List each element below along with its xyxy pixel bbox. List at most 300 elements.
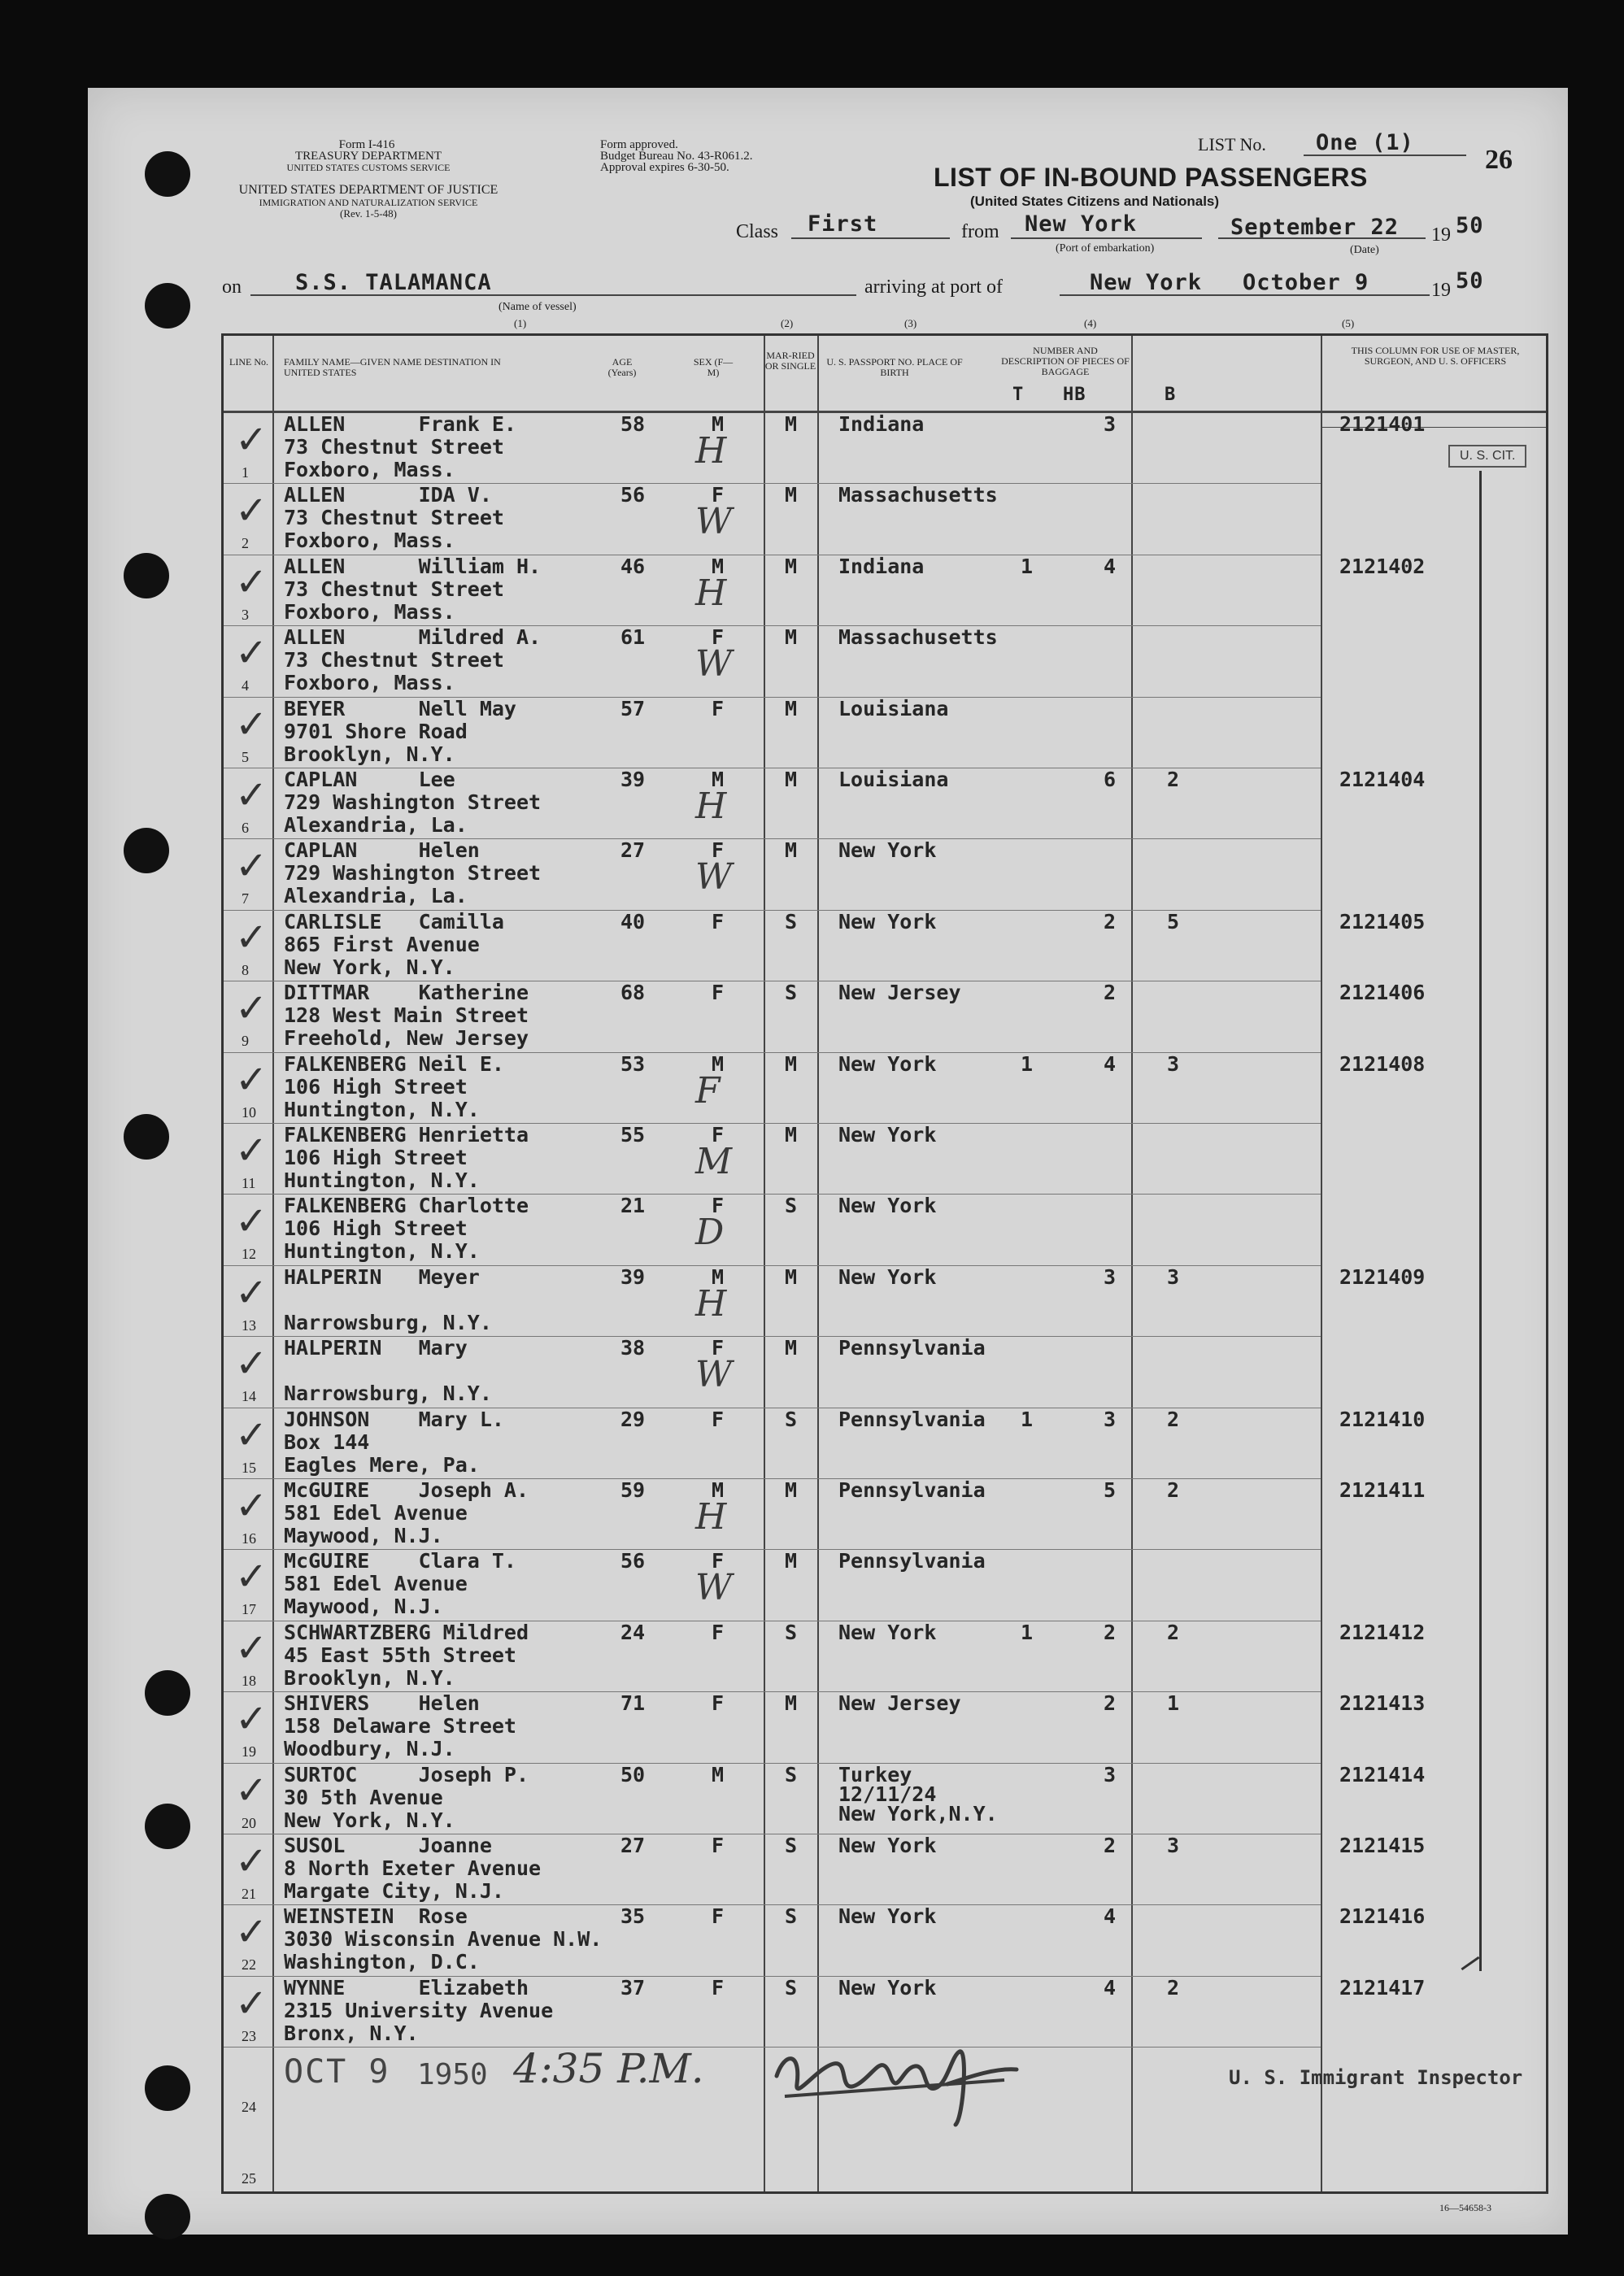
passenger-name: FALKENBERG Henrietta <box>284 1123 529 1147</box>
place-of-birth: Pennsylvania <box>838 1407 986 1431</box>
passport-number: 2121401 <box>1339 412 1426 436</box>
sex: F <box>712 1549 725 1573</box>
address-street: 106 High Street <box>284 1146 468 1169</box>
col-divider <box>764 336 765 2191</box>
form-approved: Form approved. <box>600 138 678 151</box>
arrival-year: 50 <box>1456 268 1484 294</box>
col-header-bag-hb: HB <box>1063 385 1086 405</box>
check-mark-icon: ✓ <box>235 1269 268 1316</box>
marital-status: M <box>785 483 798 507</box>
baggage-hand: 2 <box>1104 1834 1117 1857</box>
passenger-name: FALKENBERG Charlotte <box>284 1194 529 1218</box>
sex: M <box>712 1762 725 1786</box>
punch-hole <box>145 1804 190 1849</box>
punch-hole <box>145 2065 190 2111</box>
list-number-value: One (1) <box>1316 130 1414 155</box>
ins-service: IMMIGRATION AND NATURALIZATION SERVICE <box>259 197 478 208</box>
marital-status: M <box>785 838 798 863</box>
age: 21 <box>620 1194 646 1218</box>
passport-number: 2121410 <box>1339 1407 1426 1431</box>
address-street: 8 North Exeter Avenue <box>284 1856 542 1880</box>
place-of-birth: New Jersey <box>838 1691 961 1716</box>
vessel-line <box>250 294 856 296</box>
marital-status: S <box>785 1407 798 1431</box>
passport-number: 2121417 <box>1339 1975 1426 2000</box>
check-mark-icon: ✓ <box>235 914 268 960</box>
sex: F <box>712 1691 725 1716</box>
check-mark-icon: ✓ <box>235 1625 268 1671</box>
col-number-5: (5) <box>1342 317 1355 329</box>
passport-number: 2121416 <box>1339 1904 1426 1929</box>
place-of-birth: Indiana <box>838 554 925 578</box>
passenger-name: ALLEN Mildred A. <box>284 625 542 650</box>
handwritten-mark: W <box>695 501 733 543</box>
address-street: 128 West Main Street <box>284 1003 529 1028</box>
age: 40 <box>620 909 646 933</box>
address-street: 729 Washington Street <box>284 790 542 814</box>
passport-number: 2121411 <box>1339 1478 1426 1502</box>
age: 57 <box>620 696 646 720</box>
check-mark-icon: ✓ <box>235 1412 268 1458</box>
line-number: 1 <box>242 464 249 481</box>
col-number-1: (1) <box>514 317 527 329</box>
budget-bureau: Budget Bureau No. 43-R061.2. <box>600 150 753 163</box>
marital-status: S <box>785 1620 798 1644</box>
handwritten-mark: W <box>695 856 733 899</box>
passenger-name: JOHNSON Mary L. <box>284 1407 504 1431</box>
passenger-name: SURTOC Joseph P. <box>284 1762 529 1786</box>
sailing-date: September 22 <box>1230 215 1400 240</box>
passport-number: 2121402 <box>1339 554 1426 578</box>
passenger-name: HALPERIN Meyer <box>284 1264 480 1289</box>
col-header-bag-t: T <box>1012 385 1025 405</box>
sex: F <box>712 1194 725 1218</box>
justice-dept: UNITED STATES DEPARTMENT OF JUSTICE <box>238 183 499 197</box>
place-of-birth: New York <box>838 1051 937 1076</box>
address-city: Narrowsburg, N.Y. <box>284 1310 492 1334</box>
address-city: Washington, D.C. <box>284 1950 480 1974</box>
place-of-birth: Pennsylvania <box>838 1478 986 1502</box>
year-prefix: 19 <box>1431 224 1451 246</box>
punch-hole <box>124 1114 169 1160</box>
passport-number: 2121404 <box>1339 768 1426 791</box>
passport-number: 2121412 <box>1339 1620 1426 1644</box>
handwritten-mark: M <box>695 1141 733 1182</box>
col-header-bag-b: B <box>1165 385 1177 405</box>
vessel-name: S.S. TALAMANCA <box>295 270 492 295</box>
age: 56 <box>620 1549 646 1573</box>
check-mark-icon: ✓ <box>235 1767 268 1813</box>
place-of-birth: New York <box>838 1123 937 1147</box>
naturalization-place: New York,N.Y. <box>838 1801 998 1826</box>
age: 58 <box>620 412 646 436</box>
age: 53 <box>620 1051 646 1076</box>
footer-code: 16—54658-3 <box>1439 2202 1491 2213</box>
port-caption: (Port of embarkation) <box>1056 242 1155 255</box>
page-subtitle: (United States Citizens and Nationals) <box>970 194 1220 209</box>
baggage-b: 3 <box>1167 1264 1180 1289</box>
passenger-name: CARLISLE Camilla <box>284 909 504 933</box>
line-number: 15 <box>242 1459 256 1476</box>
line-number: 3 <box>242 606 249 623</box>
sex: M <box>712 1264 725 1289</box>
passenger-name: BEYER Nell May <box>284 696 516 720</box>
check-mark-icon: ✓ <box>235 1696 268 1743</box>
handwritten-mark: W <box>695 643 733 685</box>
age: 59 <box>620 1478 646 1502</box>
col-header-sex: SEX (F—M) <box>693 356 734 378</box>
passenger-name: ALLEN Frank E. <box>284 412 516 436</box>
address-city: Foxboro, Mass. <box>284 599 455 624</box>
marital-status: M <box>785 1264 798 1289</box>
check-mark-icon: ✓ <box>235 1909 268 1956</box>
check-mark-icon: ✓ <box>235 772 268 818</box>
address-street: 865 First Avenue <box>284 932 480 956</box>
col-header-officers: THIS COLUMN FOR USE OF MASTER, SURGEON, AND U. S. OFFICERS <box>1351 345 1520 367</box>
address-city: Freehold, New Jersey <box>284 1026 529 1051</box>
passenger-name: HALPERIN Mary <box>284 1336 468 1360</box>
passenger-table <box>221 333 1548 2194</box>
place-of-birth: Louisiana <box>838 768 949 791</box>
line-number: 7 <box>242 890 249 907</box>
address-city: Margate City, N.J. <box>284 1879 504 1903</box>
page-number: 26 <box>1485 145 1513 175</box>
check-mark-icon: ✓ <box>235 1128 268 1173</box>
date-caption: (Date) <box>1350 244 1379 256</box>
list-number-label: LIST No. <box>1198 134 1266 154</box>
received-date-stamp: OCT 9 <box>284 2053 390 2091</box>
handwritten-mark: F <box>695 1069 721 1112</box>
address-street: Box 144 <box>284 1430 370 1454</box>
place-of-birth: Turkey <box>838 1762 912 1786</box>
age: 50 <box>620 1762 646 1786</box>
marital-status: M <box>785 1549 798 1573</box>
customs-service: UNITED STATES CUSTOMS SERVICE <box>286 162 451 173</box>
place-of-birth: Indiana <box>838 412 925 436</box>
place-of-birth: New York <box>838 838 937 863</box>
baggage-b: 2 <box>1167 768 1180 791</box>
age: 27 <box>620 838 646 863</box>
marital-status: M <box>785 696 798 720</box>
baggage-b: 5 <box>1167 909 1180 933</box>
baggage-hand: 2 <box>1104 909 1117 933</box>
baggage-trunks: 1 <box>1021 554 1034 578</box>
age: 61 <box>620 625 646 650</box>
place-of-birth: New York <box>838 1904 937 1929</box>
age: 27 <box>620 1834 646 1857</box>
punch-hole <box>124 553 169 598</box>
sex: F <box>712 1834 725 1857</box>
punch-hole <box>124 828 169 873</box>
col-header-married: MAR-RIED OR SINGLE <box>764 350 816 372</box>
handwritten-mark: H <box>695 572 727 614</box>
address-city: Alexandria, La. <box>284 884 468 908</box>
check-mark-icon: ✓ <box>235 986 268 1032</box>
baggage-hand: 3 <box>1104 1762 1117 1786</box>
baggage-hand: 3 <box>1104 412 1117 436</box>
place-of-birth: New York <box>838 1264 937 1289</box>
arrival-time: 4:35 P.M. <box>513 2045 704 2092</box>
address-street: 30 5th Avenue <box>284 1785 443 1809</box>
address-city: Bronx, N.Y. <box>284 2021 419 2045</box>
passenger-name: ALLEN William H. <box>284 554 542 578</box>
line-number: 12 <box>242 1246 256 1263</box>
baggage-trunks: 1 <box>1021 1407 1034 1431</box>
age: 56 <box>620 483 646 507</box>
received-year-stamp: 1950 <box>417 2058 488 2091</box>
baggage-hand: 3 <box>1104 1407 1117 1431</box>
punch-hole <box>145 1670 190 1716</box>
address-city: Woodbury, N.J. <box>284 1737 455 1761</box>
baggage-hand: 3 <box>1104 1264 1117 1289</box>
address-street: 3030 Wisconsin Avenue N.W. <box>284 1927 603 1952</box>
baggage-b: 3 <box>1167 1834 1180 1857</box>
address-city: Maywood, N.J. <box>284 1595 443 1619</box>
age: 24 <box>620 1620 646 1644</box>
embarkation-port: New York <box>1025 211 1138 237</box>
passenger-name: FALKENBERG Neil E. <box>284 1051 504 1076</box>
punch-hole <box>145 151 190 197</box>
baggage-hand: 4 <box>1104 1051 1117 1076</box>
baggage-b: 2 <box>1167 1478 1180 1502</box>
sex: F <box>712 909 725 933</box>
marital-status: S <box>785 1194 798 1218</box>
address-city: Huntington, N.Y. <box>284 1168 480 1192</box>
sex: F <box>712 696 725 720</box>
age: 37 <box>620 1975 646 2000</box>
document-page <box>88 88 1568 2235</box>
check-mark-icon: ✓ <box>235 488 268 534</box>
sex: M <box>712 412 725 436</box>
line-number: 19 <box>242 1743 256 1760</box>
line-number: 13 <box>242 1316 256 1334</box>
address-street: 106 High Street <box>284 1074 468 1099</box>
check-mark-icon: ✓ <box>235 843 268 890</box>
col-header-age: AGE (Years) <box>607 356 637 378</box>
line-number: 17 <box>242 1601 256 1618</box>
address-street: 729 Washington Street <box>284 861 542 886</box>
line-number: 2 <box>242 535 249 552</box>
col-divider <box>817 336 819 2191</box>
col-divider <box>1131 336 1133 2191</box>
passenger-name: SUSOL Joanne <box>284 1834 492 1857</box>
passenger-name: SHIVERS Helen <box>284 1691 480 1716</box>
sailing-year: 50 <box>1456 213 1484 238</box>
passport-number: 2121405 <box>1339 909 1426 933</box>
passenger-name: CAPLAN Lee <box>284 768 455 791</box>
from-label: from <box>961 221 999 242</box>
age: 35 <box>620 1904 646 1929</box>
address-city: Eagles Mere, Pa. <box>284 1452 480 1477</box>
sex: F <box>712 1407 725 1431</box>
from-line <box>1011 237 1202 239</box>
sex: F <box>712 838 725 863</box>
arriving-label: arriving at port of <box>864 276 1003 298</box>
sex: M <box>712 1478 725 1502</box>
col-header-name: FAMILY NAME—GIVEN NAME DESTINATION IN UNITED STATES <box>284 356 501 378</box>
line-number: 6 <box>242 820 249 836</box>
handwritten-mark: W <box>695 1354 733 1396</box>
check-mark-icon: ✓ <box>235 1839 268 1884</box>
col-divider <box>1321 336 1322 2191</box>
sex: F <box>712 1620 725 1644</box>
handwritten-mark: H <box>695 1282 727 1325</box>
place-of-birth: Massachusetts <box>838 483 998 507</box>
passenger-name: SCHWARTZBERG Mildred <box>284 1620 529 1644</box>
inspector-label: U. S. Immigrant Inspector <box>1229 2066 1523 2089</box>
marital-status: M <box>785 1478 798 1502</box>
age: 71 <box>620 1691 646 1716</box>
arrival-year-prefix: 19 <box>1431 280 1451 301</box>
passenger-name: ALLEN IDA V. <box>284 483 492 507</box>
address-street: 45 East 55th Street <box>284 1643 516 1667</box>
address-street: 2315 University Avenue <box>284 1998 554 2022</box>
citizen-bracket-tick <box>1461 1956 1479 1970</box>
passenger-name: WYNNE Elizabeth <box>284 1975 529 2000</box>
baggage-hand: 2 <box>1104 981 1117 1005</box>
check-mark-icon: ✓ <box>235 1056 268 1103</box>
arrival-date: October 9 <box>1243 270 1369 295</box>
sex: F <box>712 483 725 507</box>
line-number: 16 <box>242 1530 256 1547</box>
passenger-name: CAPLAN Helen <box>284 838 480 863</box>
passenger-name: McGUIRE Joseph A. <box>284 1478 529 1502</box>
age: 55 <box>620 1123 646 1147</box>
place-of-birth: Massachusetts <box>838 625 998 650</box>
approval-expires: Approval expires 6-30-50. <box>600 161 729 174</box>
address-city: New York, N.Y. <box>284 1808 455 1832</box>
address-city: Foxboro, Mass. <box>284 458 455 481</box>
passport-number: 2121414 <box>1339 1762 1426 1786</box>
col-header-line: LINE No. <box>229 356 268 368</box>
place-of-birth: New York <box>838 1975 937 2000</box>
check-mark-icon: ✓ <box>235 1483 268 1529</box>
handwritten-mark: D <box>695 1212 725 1254</box>
baggage-hand: 5 <box>1104 1478 1117 1502</box>
sex: M <box>712 1051 725 1076</box>
place-of-birth: New York <box>838 1194 937 1218</box>
address-street: 73 Chestnut Street <box>284 577 504 601</box>
sex: M <box>712 768 725 791</box>
sex: F <box>712 1123 725 1147</box>
sex: F <box>712 625 725 650</box>
baggage-hand: 6 <box>1104 768 1117 791</box>
check-mark-icon: ✓ <box>235 417 268 463</box>
handwritten-mark: H <box>695 430 727 472</box>
line-number: 8 <box>242 961 249 978</box>
age: 39 <box>620 768 646 791</box>
marital-status: M <box>785 625 798 650</box>
punch-hole <box>145 2194 190 2239</box>
arrival-port: New York <box>1090 270 1203 295</box>
baggage-trunks: 1 <box>1021 1620 1034 1644</box>
marital-status: S <box>785 1762 798 1786</box>
marital-status: M <box>785 1336 798 1360</box>
handwritten-mark: H <box>695 786 727 827</box>
baggage-b: 2 <box>1167 1407 1180 1431</box>
sex: F <box>712 1904 725 1929</box>
check-mark-icon: ✓ <box>235 1341 268 1387</box>
baggage-b: 2 <box>1167 1620 1180 1644</box>
check-mark-icon: ✓ <box>235 1980 268 2026</box>
marital-status: S <box>785 1834 798 1857</box>
check-mark-icon: ✓ <box>235 559 268 605</box>
line-number: 22 <box>242 1956 256 1974</box>
line-number: 20 <box>242 1814 256 1831</box>
punch-hole <box>145 283 190 329</box>
col-number-3: (3) <box>904 317 917 329</box>
marital-status: M <box>785 1691 798 1716</box>
place-of-birth: Pennsylvania <box>838 1336 986 1360</box>
place-of-birth: Pennsylvania <box>838 1549 986 1573</box>
handwritten-mark: W <box>695 1567 733 1609</box>
address-city: Foxboro, Mass. <box>284 671 455 695</box>
form-number: Form I-416 <box>338 138 395 151</box>
on-label: on <box>222 276 242 298</box>
place-of-birth: New York <box>838 909 937 933</box>
us-cit-stamp: U. S. CIT. <box>1448 445 1526 468</box>
col-header-passport: U. S. PASSPORT NO. PLACE OF BIRTH <box>826 356 963 378</box>
citizen-bracket <box>1479 471 1482 1971</box>
marital-status: M <box>785 412 798 436</box>
passenger-name: WEINSTEIN Rose <box>284 1904 468 1929</box>
sex: M <box>712 554 725 578</box>
vessel-caption: (Name of vessel) <box>499 301 577 313</box>
line-number: 23 <box>242 2027 256 2044</box>
place-of-birth: Louisiana <box>838 696 949 720</box>
age: 68 <box>620 981 646 1005</box>
address-street: 581 Edel Avenue <box>284 1572 468 1596</box>
line-number: 21 <box>242 1886 256 1902</box>
address-city: Alexandria, La. <box>284 813 468 837</box>
baggage-hand: 4 <box>1104 1904 1117 1929</box>
revision: (Rev. 1-5-48) <box>340 207 397 220</box>
check-mark-icon: ✓ <box>235 1199 268 1245</box>
treasury-dept: TREASURY DEPARTMENT <box>294 150 442 163</box>
col-header-baggage: NUMBER AND DESCRIPTION OF PIECES OF BAGGAGE <box>1001 345 1130 377</box>
address-street: 73 Chestnut Street <box>284 435 504 459</box>
address-street: 9701 Shore Road <box>284 719 468 743</box>
handwritten-mark: H <box>695 1496 727 1538</box>
check-mark-icon: ✓ <box>235 701 268 747</box>
line-number: 24 <box>242 2099 256 2116</box>
address-city: Huntington, N.Y. <box>284 1097 480 1121</box>
address-city: Brooklyn, N.Y. <box>284 742 455 766</box>
birth-date: 12/11/24 <box>838 1782 937 1806</box>
marital-status: S <box>785 981 798 1005</box>
baggage-hand: 4 <box>1104 554 1117 578</box>
age: 38 <box>620 1336 646 1360</box>
marital-status: S <box>785 1975 798 2000</box>
check-mark-icon: ✓ <box>235 630 268 677</box>
address-street: 158 Delaware Street <box>284 1714 516 1739</box>
age: 39 <box>620 1264 646 1289</box>
line-number: 11 <box>242 1175 256 1191</box>
baggage-b: 1 <box>1167 1691 1180 1716</box>
address-city: Maywood, N.J. <box>284 1524 443 1547</box>
check-mark-icon: ✓ <box>235 1554 268 1600</box>
col-number-2: (2) <box>781 317 794 329</box>
line-number: 18 <box>242 1672 256 1689</box>
address-city: Foxboro, Mass. <box>284 529 455 553</box>
baggage-hand: 4 <box>1104 1975 1117 2000</box>
line-number: 9 <box>242 1033 249 1050</box>
arrival-line <box>1060 294 1430 296</box>
baggage-b: 2 <box>1167 1975 1180 2000</box>
passport-number: 2121408 <box>1339 1051 1426 1076</box>
line-number: 14 <box>242 1388 256 1405</box>
marital-status: M <box>785 1123 798 1147</box>
